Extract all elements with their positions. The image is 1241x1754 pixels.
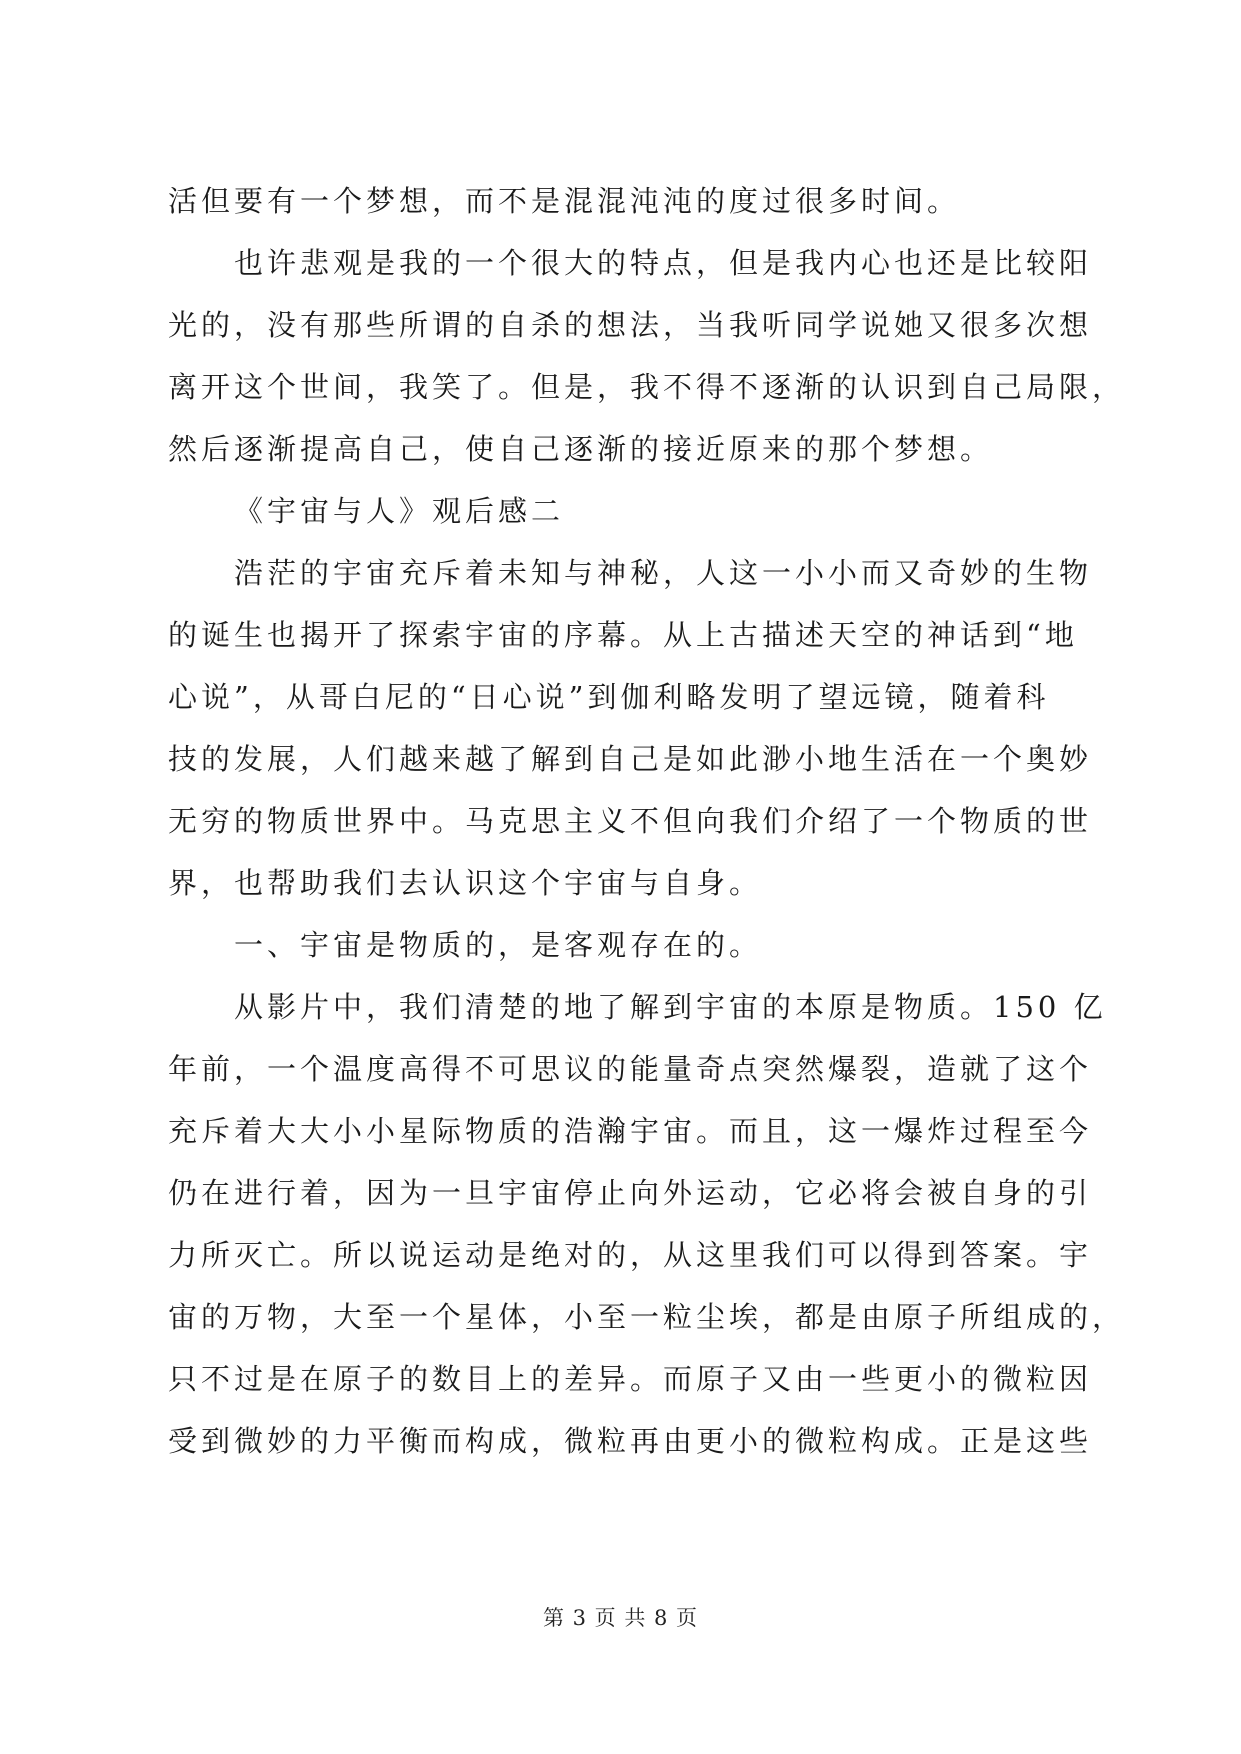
text-line: 技的发展，人们越来越了解到自己是如此渺小地生活在一个奥妙: [168, 742, 1093, 776]
document-body: [168, 170, 1126, 1472]
text-line: 活但要有一个梦想，而不是混混沌沌的度过很多时间。: [168, 184, 961, 218]
subsection-heading: 一、宇宙是物质的，是客观存在的。: [234, 928, 763, 962]
text-line: 然后逐渐提高自己，使自己逐渐的接近原来的那个梦想。: [168, 432, 994, 466]
text-line: 从影片中，我们清楚的地了解到宇宙的本原是物质。150 亿: [234, 990, 1107, 1024]
text-line: 年前，一个温度高得不可思议的能量奇点突然爆裂，造就了这个: [168, 1052, 1093, 1086]
text-line: 无穷的物质世界中。马克思主义不但向我们介绍了一个物质的世: [168, 804, 1093, 838]
text-line: 心说”，从哥白尼的“日心说”到伽利略发明了望远镜，随着科: [168, 680, 1050, 714]
text-line: 的诞生也揭开了探索宇宙的序幕。从上古描述天空的神话到“地: [168, 618, 1078, 652]
text-line: 只不过是在原子的数目上的差异。而原子又由一些更小的微粒因: [168, 1362, 1093, 1396]
text-line: 宙的万物，大至一个星体，小至一粒尘埃，都是由原子所组成的，: [168, 1300, 1126, 1334]
text-line: 充斥着大大小小星际物质的浩瀚宇宙。而且，这一爆炸过程至今: [168, 1114, 1093, 1148]
section-heading: 《宇宙与人》观后感二: [234, 494, 565, 528]
text-line: 光的，没有那些所谓的自杀的想法，当我听同学说她又很多次想: [168, 308, 1093, 342]
text-line: 离开这个世间，我笑了。但是，我不得不逐渐的认识到自己局限，: [168, 370, 1126, 404]
text-line: 力所灭亡。所以说运动是绝对的，从这里我们可以得到答案。宇: [168, 1238, 1093, 1272]
page-number-footer: 第 3 页 共 8 页: [542, 1606, 699, 1630]
text-line: 界，也帮助我们去认识这个宇宙与自身。: [168, 866, 763, 900]
text-line: 仍在进行着，因为一旦宇宙停止向外运动，它必将会被自身的引: [168, 1176, 1093, 1210]
text-line: 浩茫的宇宙充斥着未知与神秘，人这一小小而又奇妙的生物: [234, 556, 1093, 590]
text-line: 也许悲观是我的一个很大的特点，但是我内心也还是比较阳: [234, 246, 1093, 280]
text-line: 受到微妙的力平衡而构成，微粒再由更小的微粒构成。正是这些: [168, 1424, 1093, 1458]
